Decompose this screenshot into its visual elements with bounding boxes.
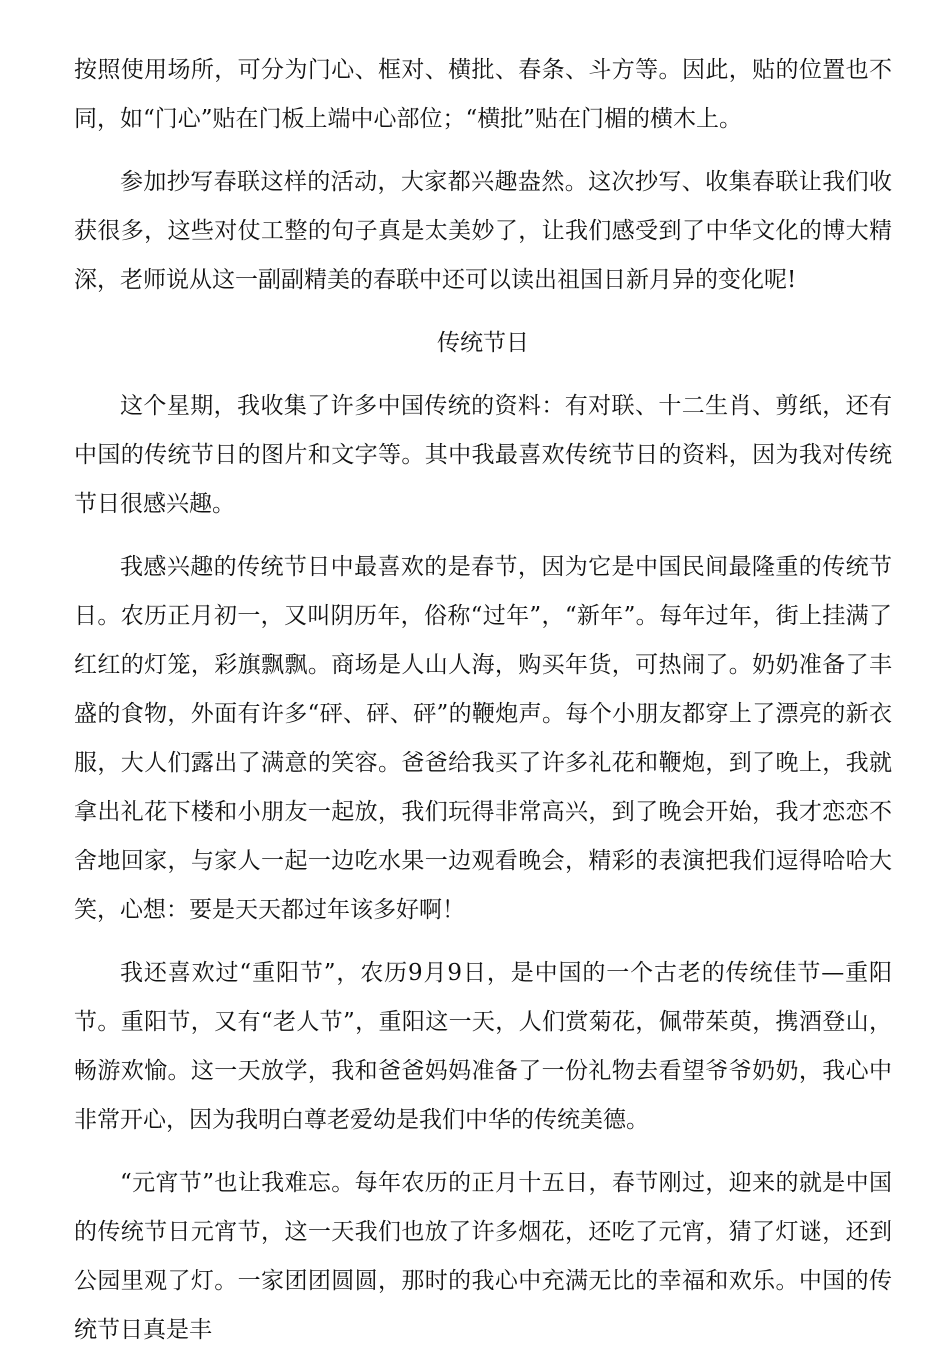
paragraph-lantern-festival: “元宵节”也让我难忘。每年农历的正月十五日，春节刚过，迎来的就是中国的传统节日元宵节，这一天我们也放了许多烟花，还吃了元宵，猜了灯谜，还到公园里观了灯。一家团团圆圆，那时的我心中充满无比的幸福和欢乐。中国的传统节日真是丰 (74, 1170, 892, 1343)
paragraph-copying-activity: 参加抄写春联这样的活动，大家都兴趣盎然。这次抄写、收集春联让我们收获很多，这些对仗工整的句子真是太美妙了，让我们感受到了中华文化的博大精深，老师说从这一副副精美的春联中还可以读出祖国日新月异的变化呢! (74, 169, 892, 293)
paragraph-collection-intro: 这个星期，我收集了许多中国传统的资料：有对联、十二生肖、剪纸，还有中国的传统节日的图片和文字等。其中我最喜欢传统节日的资料，因为我对传统节日很感兴趣。 (74, 393, 892, 517)
paragraph-double-ninth: 我还喜欢过“重阳节”，农历9月9日，是中国的一个古老的传统佳节—重阳节。重阳节，又有“老人节”，重阳这一天，人们赏菊花，佩带茱萸，携酒登山，畅游欢愉。这一天放学，我和爸爸妈妈准备了一份礼物去看望爷爷奶奶，我心中非常开心，因为我明白尊老爱幼是我们中华的传统美德。 (74, 960, 892, 1133)
paragraph-spring-festival: 我感兴趣的传统节日中最喜欢的是春节，因为它是中国民间最隆重的传统节日。农历正月初一，又叫阴历年，俗称“过年”，“新年”。每年过年，街上挂满了红红的灯笼，彩旗飘飘。商场是人山人海，购买年货，可热闹了。奶奶准备了丰盛的食物，外面有许多“砰、砰、砰”的鞭炮声。每个小朋友都穿上了漂亮的新衣服，大人们露出了满意的笑容。爸爸给我买了许多礼花和鞭炮，到了晚上，我就拿出礼花下楼和小朋友一起放，我们玩得非常高兴，到了晚会开始，我才恋恋不舍地回家，与家人一起一边吃水果一边观看晚会，精彩的表演把我们逗得哈哈大笑，心想：要是天天都过年该多好啊！ (74, 554, 892, 923)
document-page (74, 46, 892, 1369)
paragraph-couplet-placement: 按照使用场所，可分为门心、框对、横批、春条、斗方等。因此，贴的位置也不同，如“门心”贴在门板上端中心部位；“横批”贴在门楣的横木上。 (74, 57, 892, 132)
section-title: 传统节日 (437, 330, 529, 356)
